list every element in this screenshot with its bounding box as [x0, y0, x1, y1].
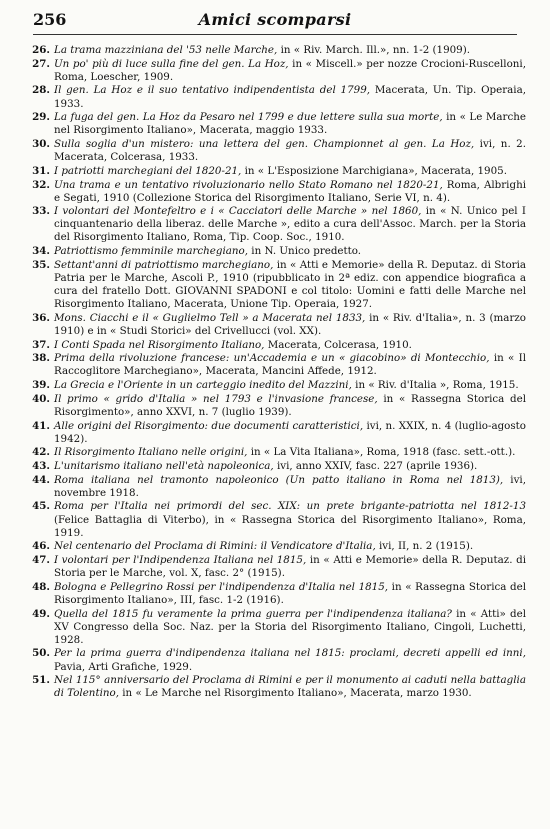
entry-number: 38.: [32, 352, 50, 365]
bibliography-entry: [30, 446, 526, 459]
entry-number: 44.: [32, 473, 50, 486]
entry-number: 45.: [32, 500, 50, 513]
entry-publication-details: Macerata, Un. Tip. Operaia, 1933.: [54, 84, 526, 110]
bibliography-entry: [30, 608, 526, 647]
entry-publication-details: Pavia, Arti Grafiche, 1929.: [54, 660, 193, 673]
entry-number: 30.: [32, 138, 50, 151]
bibliography-entry: [30, 393, 526, 419]
page-number: 256: [33, 10, 67, 29]
entry-number: 46.: [32, 540, 50, 553]
bibliography-entry: [30, 165, 526, 178]
entry-number: 37.: [32, 338, 50, 351]
bibliography-entry: [30, 647, 526, 673]
bibliography-entry: [30, 179, 526, 205]
entry-publication-details: Macerata, Colcerasa, 1910.: [264, 338, 412, 351]
entry-title: I Conti Spada nel Risorgimento Italiano,: [54, 338, 265, 351]
bibliography-entry: [30, 44, 526, 57]
entry-title: Quella del 1815 fu veramente la prima guerra per l'indipendenza italiana?: [54, 607, 452, 620]
entry-title: Roma italiana nel tramonto napoleonico (Un patto italiano in Roma nel 1813),: [54, 473, 504, 486]
bibliography-entry: [30, 674, 526, 700]
entry-publication-details: in « Rassegna Storica del Risorgimento», anno XXVI, n. 7 (luglio 1939).: [54, 392, 526, 418]
entry-number: 26.: [32, 44, 50, 56]
entry-number: 35.: [32, 258, 50, 271]
entry-publication-details: in « Riv. March. Ill.», nn. 1-2 (1909).: [277, 44, 471, 56]
entry-number: 42.: [32, 446, 50, 459]
entry-number: 47.: [32, 554, 50, 567]
entry-publication-details: in « N. Unico pel I cinquantenario della liberaz. delle Marche », edito a cura dell'Assoc. March. per la Storia del Risorgimento Italiano, Roma, Tip. Coop. Soc., 1910.: [54, 205, 527, 244]
entry-publication-details: in « Riv. d'Italia», n. 3 (marzo 1910) e in « Studi Storici» del Crivellucci (vol. XX).: [54, 311, 526, 337]
entry-number: 32.: [32, 178, 50, 191]
entry-publication-details: Roma, Albrighi e Segati, 1910 (Collezione Storica del Risorgimento Italiano, Serie VI, n. 4).: [54, 178, 526, 204]
entry-publication-details: ivi, II, n. 2 (1915).: [375, 540, 474, 553]
entry-number: 43.: [32, 460, 50, 472]
entry-publication-details: in « La Vita Italiana», Roma, 1918 (fasc. sett.-ott.).: [247, 446, 516, 459]
entry-title: I volontari per l'Indipendenza Italiana nel 1815,: [54, 554, 307, 567]
entry-publication-details: in « Atti» del XV Congresso della Soc. Naz. per la Storia del Risorgimento Italiano, Cingoli, Luchetti, 1928.: [54, 607, 526, 646]
bibliography-entry: [30, 540, 526, 553]
entry-title: Nel centenario del Proclama di Rimini: il Vendicatore d'Italia,: [54, 540, 376, 553]
entry-number: 36.: [32, 311, 50, 324]
bibliography-entry: [30, 205, 526, 244]
entry-publication-details: in « Rassegna Storica del Risorgimento Italiano», III, fasc. 1-2 (1916).: [54, 580, 526, 606]
entry-number: 34.: [32, 245, 50, 258]
entry-title: Una trama e un tentativo rivoluzionario nello Stato Romano nel 1820-21,: [54, 178, 443, 191]
entry-publication-details: in « Riv. d'Italia », Roma, 1915.: [351, 379, 519, 392]
entry-publication-details: in « Atti e Memorie» della R. Deputaz. di Storia per le Marche, vol. X, fasc. 2° (1915).: [54, 554, 527, 580]
entry-number: 51.: [32, 674, 50, 687]
entry-title: Un po' più di luce sulla fine del gen. La Hoz,: [54, 57, 289, 70]
entry-number: 28.: [32, 84, 50, 97]
bibliography-entry: [30, 352, 526, 378]
bibliography-entry: [30, 312, 526, 338]
entry-number: 48.: [32, 580, 50, 593]
bibliography-list: [30, 44, 526, 701]
entry-publication-details: ivi, n. 2. Macerata, Colcerasa, 1933.: [54, 138, 526, 164]
page-header: [33, 10, 517, 35]
entry-publication-details: ivi, anno XXIV, fasc. 227 (aprile 1936).: [273, 460, 478, 472]
entry-number: 49.: [32, 607, 50, 620]
entry-publication-details: in « Le Marche nel Risorgimento Italiano», Macerata, maggio 1933.: [54, 111, 526, 137]
entry-title: La Grecia e l'Oriente in un carteggio inedito del Mazzini,: [54, 379, 352, 392]
entry-title: La fuga del gen. La Hoz da Pesaro nel 1799 e due lettere sulla sua morte,: [54, 111, 443, 124]
entry-number: 41.: [32, 419, 50, 432]
entry-number: 31.: [32, 164, 50, 177]
entry-title: Patriottismo femminile marchegiano,: [54, 245, 249, 258]
bibliography-entry: [30, 420, 526, 446]
entry-title: Mons. Ciacchi e il « Guglielmo Tell » a Macerata nel 1833,: [54, 311, 366, 324]
entry-title: Il gen. La Hoz e il suo tentativo indipendentista del 1799,: [54, 84, 371, 97]
entry-number: 33.: [32, 205, 50, 218]
bibliography-entry: [30, 339, 526, 352]
entry-title: Settant'anni di patriottismo marchegiano,: [54, 258, 274, 271]
bibliography-entry: [30, 58, 526, 84]
entry-number: 40.: [32, 392, 50, 405]
entry-title: Alle origini del Risorgimento: due documenti caratteristici,: [54, 419, 364, 432]
entry-publication-details: in « Le Marche nel Risorgimento Italiano», Macerata, marzo 1930.: [118, 687, 472, 700]
entry-title: Per la prima guerra d'indipendenza italiana nel 1815: proclami, decreti appelli ed inni,: [54, 647, 526, 660]
entry-number: 27.: [32, 57, 50, 70]
bibliography-entry: [30, 259, 526, 311]
entry-publication-details: ivi, novembre 1918.: [54, 473, 526, 499]
entry-number: 29.: [32, 111, 50, 124]
entry-title: L'unitarismo italiano nell'età napoleonica,: [54, 460, 274, 472]
entry-publication-details: in « Miscell.» per nozze Crocioni-Ruscelloni, Roma, Loescher, 1909.: [54, 57, 527, 83]
entry-publication-details: (Felice Battaglia di Viterbo), in « Rassegna Storica del Risorgimento Italiano», Roma, 1919.: [54, 513, 526, 539]
entry-title: Il Risorgimento Italiano nelle origini,: [54, 446, 248, 459]
entry-title: Sulla soglia d'un mistero: una lettera del gen. Championnet al gen. La Hoz,: [54, 138, 475, 151]
entry-title: Roma per l'Italia nei primordi del sec. XIX: un prete brigante-patriotta nel 1812-13: [54, 500, 526, 513]
entry-title: I patriotti marchegiani del 1820-21,: [54, 164, 242, 177]
entry-title: I volontari del Montefeltro e i « Cacciatori delle Marche » nel 1860,: [54, 205, 422, 218]
bibliography-entry: [30, 460, 526, 473]
bibliography-entry: [30, 138, 526, 164]
bibliography-entry: [30, 245, 526, 258]
running-title: Amici scomparsi: [198, 10, 352, 29]
bibliography-entry: [30, 500, 526, 539]
entry-publication-details: in « L'Esposizione Marchigiana», Macerata, 1905.: [241, 164, 507, 177]
entry-publication-details: ivi, n. XXIX, n. 4 (luglio-agosto 1942).: [54, 419, 526, 445]
entry-publication-details: in « Il Raccoglitore Marchegiano», Macerata, Mancini Affede, 1912.: [54, 352, 527, 378]
entry-number: 39.: [32, 379, 50, 392]
bibliography-entry: [30, 554, 526, 580]
bibliography-entry: [30, 84, 526, 110]
bibliography-entry: [30, 379, 526, 392]
entry-publication-details: in « Atti e Memorie» della R. Deputaz. di Storia Patria per le Marche, Ascoli P., 1910 (ripubblicato in 2ª ediz. con appendice biografica a cura del fratello Dott. GIOVANNI SPADONI e col titolo: Uomini e fatti delle Marche nel Risorgimento Italiano, Macerata, Unione Tip. Operaia, 1927.: [54, 258, 526, 311]
entry-title: Bologna e Pellegrino Rossi per l'indipendenza d'Italia nel 1815,: [54, 580, 389, 593]
entry-title: Prima della rivoluzione francese: un'Accademia e un « giacobino» di Montecchio,: [54, 352, 490, 365]
entry-number: 50.: [32, 647, 50, 660]
entry-publication-details: in N. Unico predetto.: [248, 245, 362, 258]
entry-title: Il primo « grido d'Italia » nel 1793 e l'invasione francese,: [54, 392, 378, 405]
entry-title: Nel 115° anniversario del Proclama di Rimini e per il monumento ai caduti nella battaglia di Tolentino,: [54, 674, 526, 700]
entry-title: La trama mazziniana del '53 nelle Marche,: [54, 44, 278, 56]
bibliography-entry: [30, 474, 526, 500]
bibliography-entry: [30, 111, 526, 137]
bibliography-entry: [30, 581, 526, 607]
